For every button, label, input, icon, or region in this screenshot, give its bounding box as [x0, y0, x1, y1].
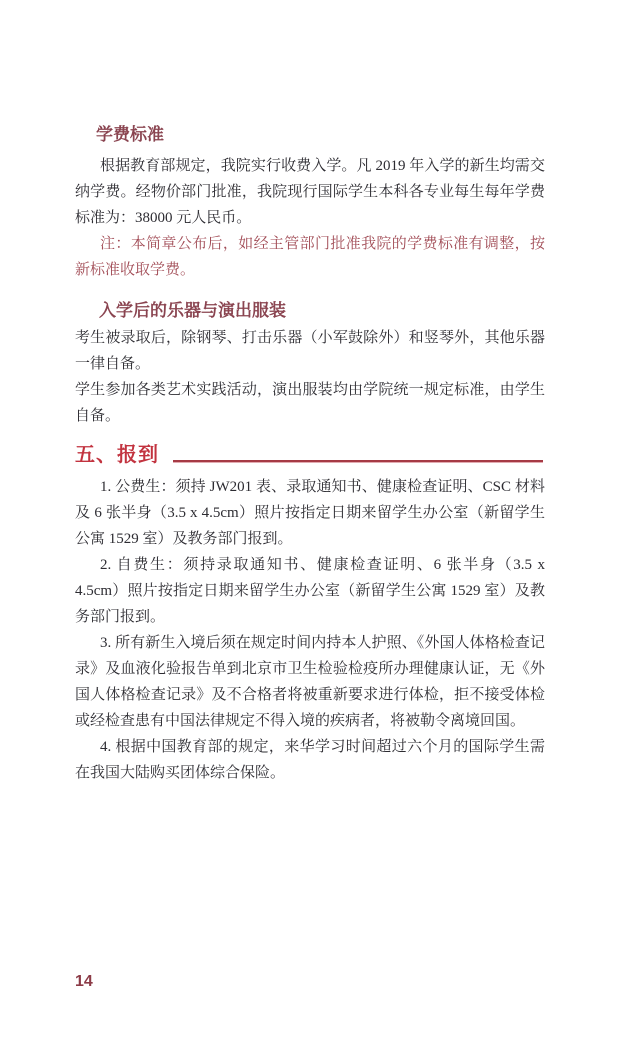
page-number: 14	[75, 973, 93, 990]
instruments-paragraph-2: 学生参加各类艺术实践活动，演出服装均由学院统一规定标准，由学生自备。	[75, 382, 545, 424]
tuition-heading: 学费标准	[96, 125, 164, 144]
report-item-1: 1. 公费生：须持 JW201 表、录取通知书、健康检查证明、CSC 材料及 6 张半身（3.5 x 4.5cm）照片按指定日期来留学生办公室（新留学生公寓 1529 室）及教务部门报到。	[75, 479, 545, 547]
section-tuition	[75, 124, 545, 283]
tuition-paragraph: 根据教育部规定，我院实行收费入学。凡 2019 年入学的新生均需交纳学费。经物价部门批准，我院现行国际学生本科各专业每生每年学费标准为：38000 元人民币。	[75, 158, 545, 226]
report-heading: 五、报到	[75, 444, 159, 466]
report-item-3: 3. 所有新生入境后须在规定时间内持本人护照、《外国人体格检查记录》及血液化验报告单到北京市卫生检验检疫所办理健康认证，无《外国人体格检查记录》及不合格者将被重新要求进行体检，拒不接受体检或经检查患有中国法律规定不得入境的疾病者，将被勒令离境回国。	[75, 635, 545, 729]
section-instruments	[75, 300, 545, 429]
instruments-heading: 入学后的乐器与演出服装	[99, 301, 286, 320]
instruments-paragraph-1: 考生被录取后，除钢琴、打击乐器（小军鼓除外）和竖琴外，其他乐器一律自备。	[75, 330, 545, 372]
report-item-4: 4. 根据中国教育部的规定，来华学习时间超过六个月的国际学生需在我国大陆购买团体综合保险。	[75, 739, 545, 781]
page-content	[75, 124, 545, 786]
section-report	[75, 443, 545, 786]
tuition-note: 注：本简章公布后，如经主管部门批准我院的学费标准有调整，按新标准收取学费。	[75, 236, 545, 278]
title-underline-rule	[173, 460, 543, 463]
report-items	[75, 474, 545, 786]
report-title-row	[75, 443, 545, 467]
report-item-2: 2. 自费生：须持录取通知书、健康检查证明、6 张半身（3.5 x 4.5cm）照片按指定日期来留学生办公室（新留学生公寓 1529 室）及教务部门报到。	[75, 557, 545, 625]
